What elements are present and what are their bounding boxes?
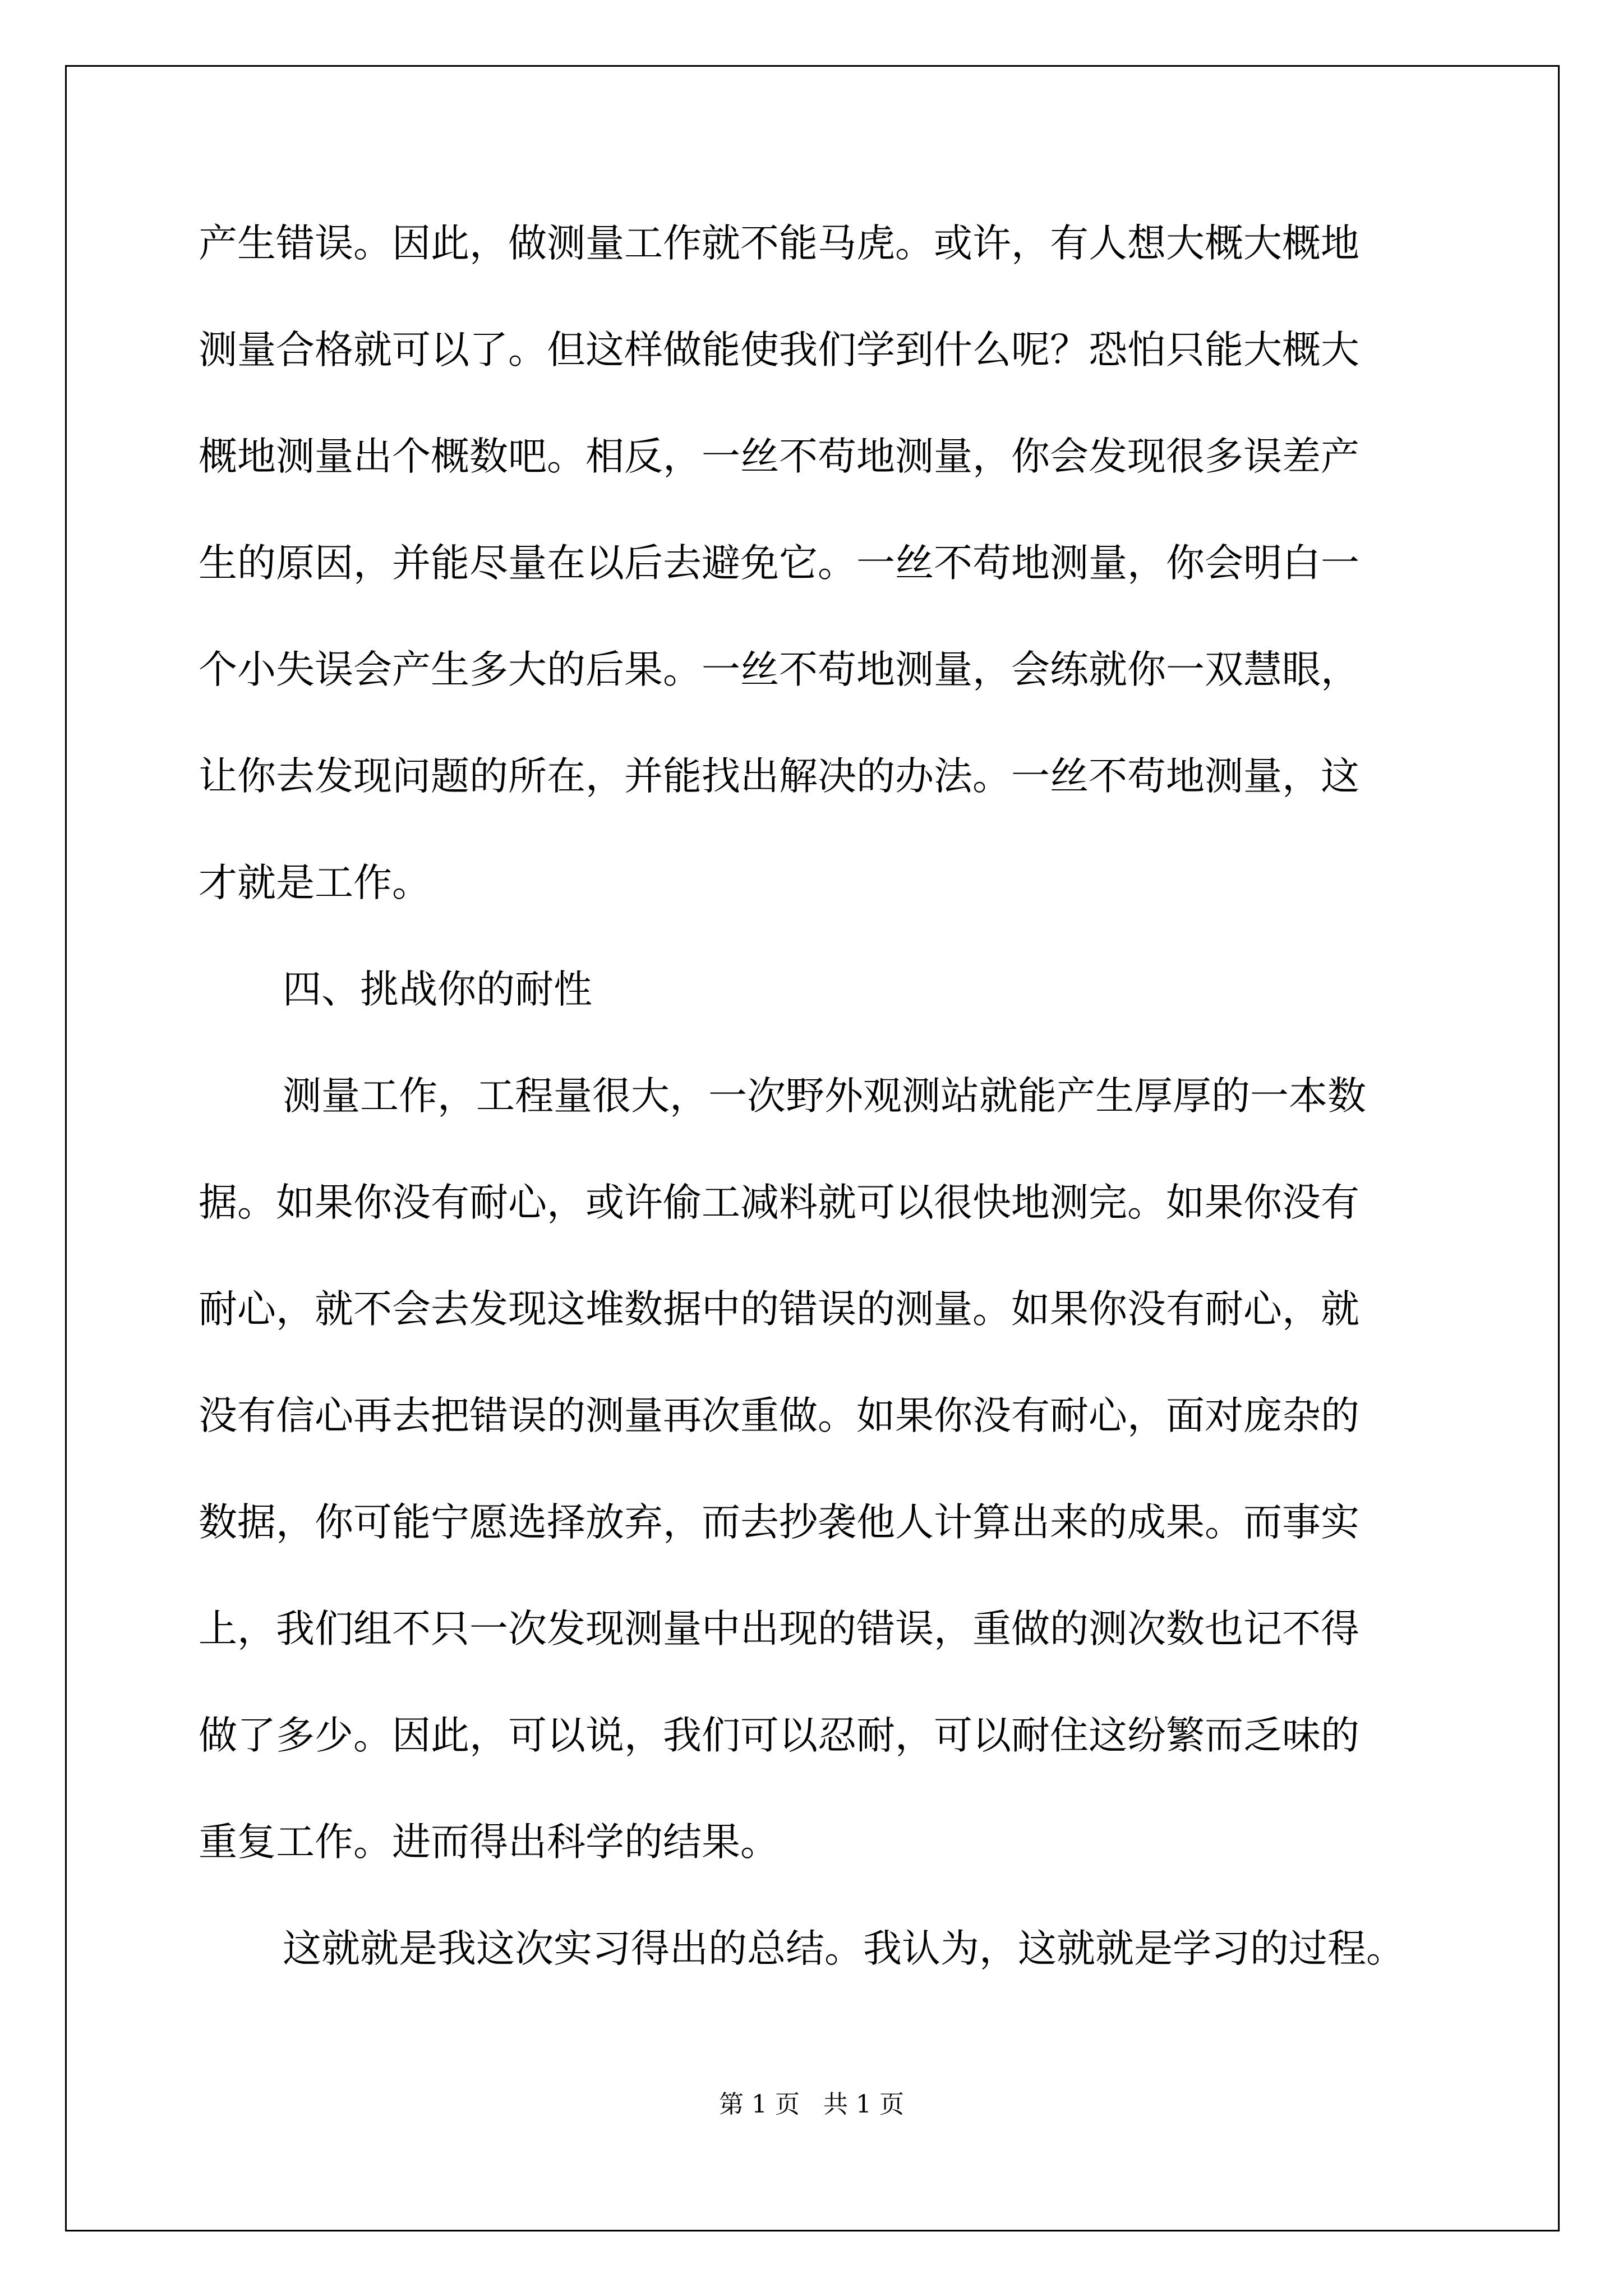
text-line: 个小失误会产生多大的后果。一丝不苟地测量，会练就你一双慧眼， — [199, 647, 1359, 692]
text-line: 没有信心再去把错误的测量再次重做。如果你没有耐心，面对庞杂的 — [199, 1393, 1359, 1438]
text-line: 测量工作，工程量很大，一次野外观测站就能产生厚厚的一本数 — [283, 1074, 1366, 1119]
text-line: 做了多少。因此，可以说，我们可以忍耐，可以耐住这纷繁而乏味的 — [199, 1713, 1359, 1758]
text-line: 四、挑战你的耐性 — [283, 967, 592, 1012]
text-line: 耐心，就不会去发现这堆数据中的错误的测量。如果你没有耐心，就 — [199, 1287, 1359, 1332]
text-line: 数据，你可能宁愿选择放弃，而去抄袭他人计算出来的成果。而事实 — [199, 1500, 1359, 1545]
text-line: 产生错误。因此，做测量工作就不能马虎。或许，有人想大概大概地 — [199, 221, 1359, 266]
text-line: 测量合格就可以了。但这样做能使我们学到什么呢？恐怕只能大概大 — [199, 328, 1359, 372]
text-line: 重复工作。进而得出科学的结果。 — [199, 1820, 779, 1865]
document-body — [199, 221, 1444, 2036]
text-line: 上，我们组不只一次发现测量中出现的错误，重做的测次数也记不得 — [199, 1607, 1359, 1651]
text-line: 生的原因，并能尽量在以后去避免它。一丝不苟地测量，你会明白一 — [199, 541, 1359, 586]
text-line: 让你去发现问题的所在，并能找出解决的办法。一丝不苟地测量，这 — [199, 754, 1359, 799]
text-line: 概地测量出个概数吧。相反，一丝不苟地测量，你会发现很多误差产 — [199, 434, 1359, 479]
text-line: 据。如果你没有耐心，或许偷工减料就可以很快地测完。如果你没有 — [199, 1180, 1359, 1225]
text-line: 这就就是我这次实习得出的总结。我认为，这就就是学习的过程。 — [283, 1926, 1405, 1971]
page-footer: 第 1 页 共 1 页 — [719, 2090, 904, 2119]
text-line: 才就是工作。 — [199, 861, 431, 905]
